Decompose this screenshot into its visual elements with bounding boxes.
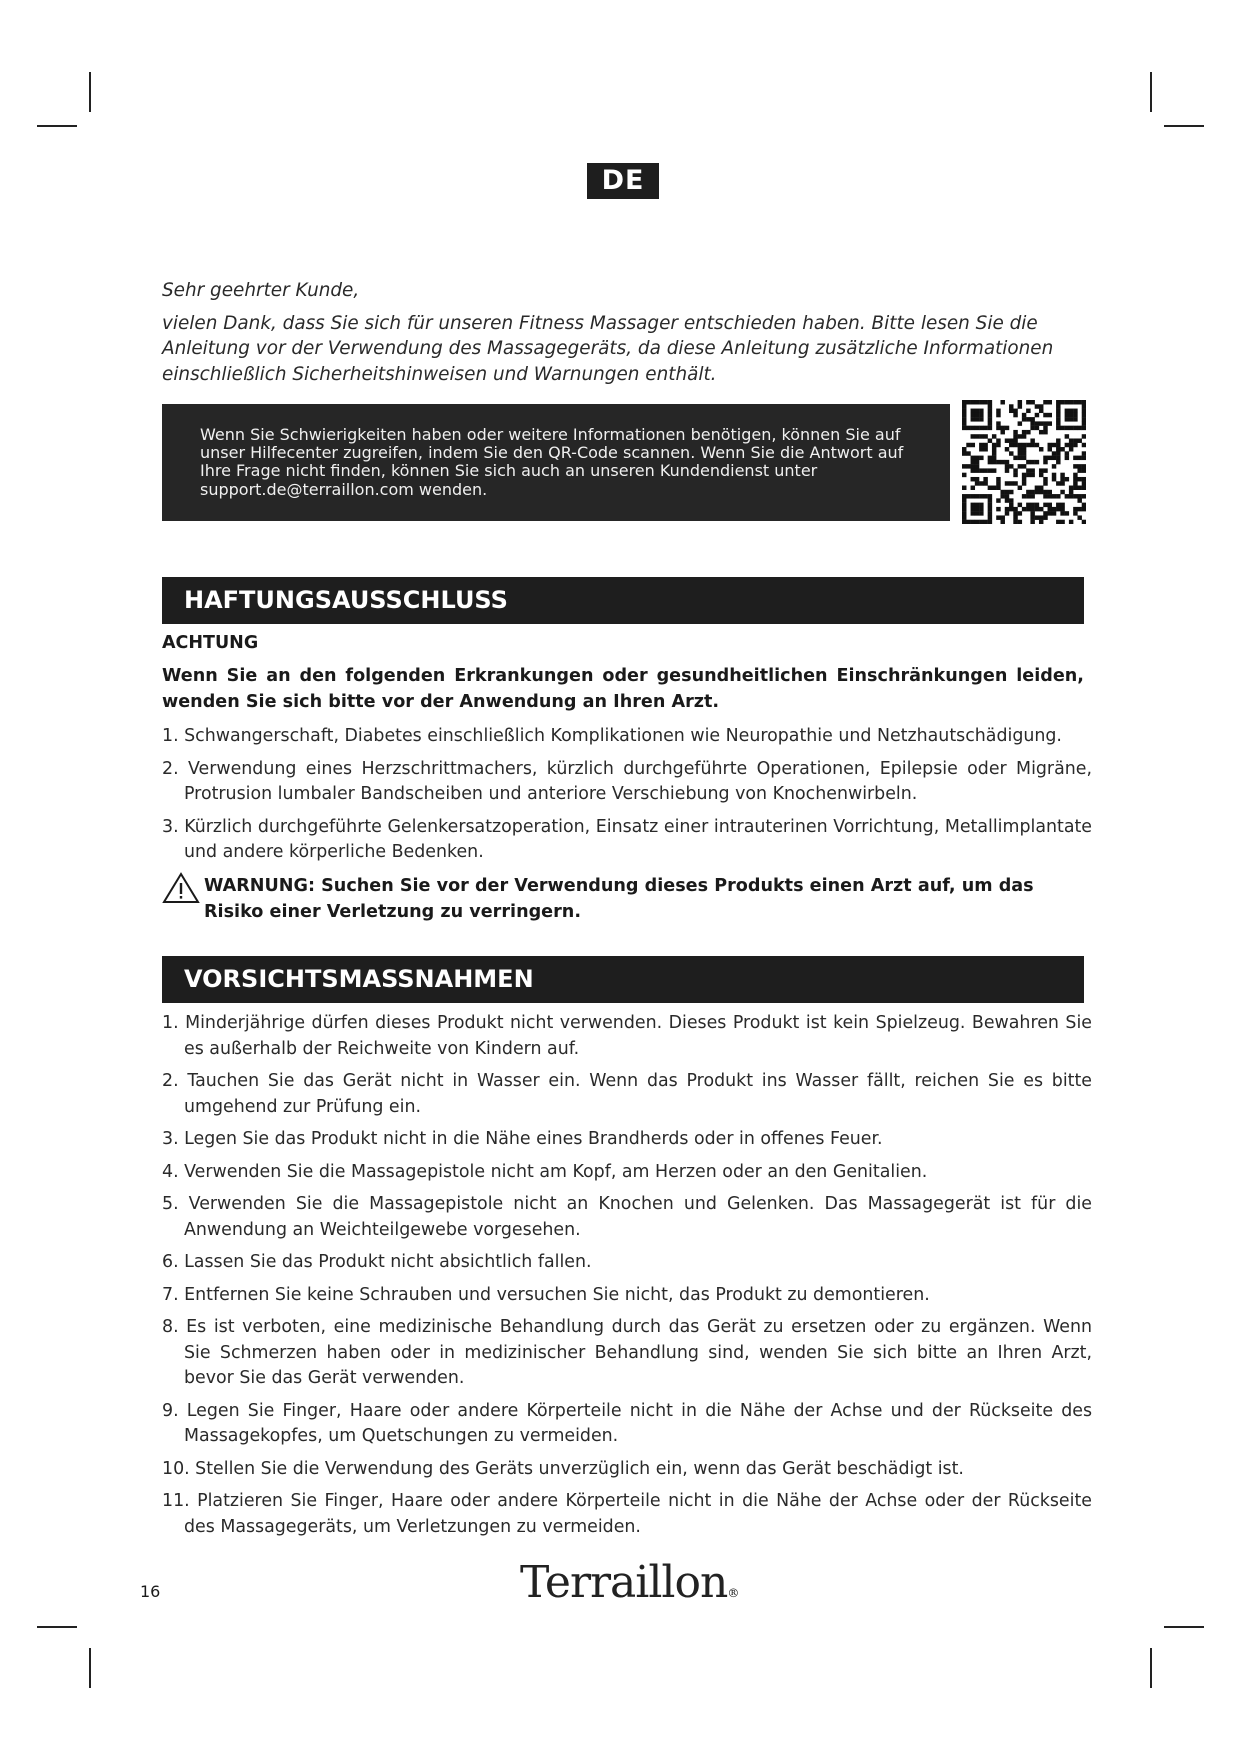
crop-mark	[1150, 1648, 1152, 1688]
list-item: 7. Entfernen Sie keine Schrauben und versuchen Sie nicht, das Produkt zu demontieren.	[162, 1284, 930, 1305]
crop-mark	[1164, 1626, 1204, 1628]
crop-mark	[1150, 72, 1152, 112]
help-box	[162, 404, 950, 521]
crop-mark	[37, 1626, 77, 1628]
precautions-list	[162, 1011, 1092, 1547]
registered-mark: ®	[727, 1586, 739, 1600]
section-heading-disclaimer: HAFTUNGSAUSSCHLUSS	[162, 577, 1084, 624]
warning-notice	[162, 874, 1092, 925]
qr-code-icon	[962, 400, 1086, 524]
list-item: 4. Verwenden Sie die Massagepistole nicht am Kopf, am Herzen oder an den Genitalien.	[162, 1161, 928, 1182]
brand-logo	[520, 1557, 739, 1608]
list-item: 1. Minderjährige dürfen dieses Produkt nicht verwenden. Dieses Produkt ist kein Spielzeug. Bewahren Sie es außerhalb der Reichweite von Kindern auf.	[162, 1013, 1092, 1059]
list-item: 11. Platzieren Sie Finger, Haare oder andere Körperteile nicht in die Nähe der Achse oder der Rückseite des Massagegeräts, um Verletzungen zu vermeiden.	[162, 1491, 1092, 1537]
language-badge: DE	[587, 163, 659, 199]
list-item: 10. Stellen Sie die Verwendung des Geräts unverzüglich ein, wenn das Gerät beschädigt ist.	[162, 1458, 964, 1479]
crop-mark	[37, 125, 77, 127]
list-item: 6. Lassen Sie das Produkt nicht absichtlich fallen.	[162, 1252, 592, 1272]
warning-triangle-icon	[162, 872, 200, 904]
crop-mark	[89, 72, 91, 112]
intro-paragraph: vielen Dank, dass Sie sich für unseren Fitness Massager entschieden haben. Bitte lesen Sie die Anleitung vor der Verwendung des Massagegeräts, da diese Anleitung zusätzliche Informationen einschließlich Sicherheitshinweisen und Warnungen enthält.	[162, 312, 1054, 385]
help-text: Wenn Sie Schwierigkeiten haben oder weitere Informationen benötigen, können Sie auf unser Hilfecenter zugreifen, indem Sie den QR-Code scannen. Wenn Sie die Antwort auf Ihre Frage nicht finden, können Sie sich auch an unseren Kundendienst unter support.de@terraillon.com wenden.	[200, 425, 904, 499]
list-item: 1. Schwangerschaft, Diabetes einschließlich Komplikationen wie Neuropathie und Netzhautschädigung.	[162, 726, 1062, 746]
crop-mark	[89, 1648, 91, 1688]
attention-label: ACHTUNG	[162, 633, 259, 653]
list-item: 2. Tauchen Sie das Gerät nicht in Wasser ein. Wenn das Produkt ins Wasser fällt, reichen Sie es bitte umgehend zur Prüfung ein.	[162, 1071, 1092, 1117]
list-item: 3. Kürzlich durchgeführte Gelenkersatzoperation, Einsatz einer intrauterinen Vorrichtung, Metallimplantate und andere körperliche Bedenken.	[162, 816, 1092, 862]
intro-text	[162, 278, 1082, 387]
brand-name: Terraillon	[520, 1557, 728, 1608]
crop-mark	[1164, 125, 1204, 127]
list-item: 8. Es ist verboten, eine medizinische Behandlung durch das Gerät zu ersetzen oder zu ergänzen. Wenn Sie Schmerzen haben oder in medizinischer Behandlung sind, wenden Sie sich bitte an Ihren Arzt, bevor Sie das Gerät verwenden.	[162, 1317, 1092, 1388]
warning-text: WARNUNG: Suchen Sie vor der Verwendung dieses Produkts einen Arzt auf, um das Risiko einer Verletzung zu verringern.	[204, 876, 1034, 922]
disclaimer-intro: Wenn Sie an den folgenden Erkrankungen oder gesundheitlichen Einschränkungen leiden, wenden Sie sich bitte vor der Anwendung an Ihren Arzt.	[162, 666, 1084, 712]
greeting: Sehr geehrter Kunde,	[162, 280, 360, 301]
page-number: 16	[140, 1582, 161, 1601]
list-item: 5. Verwenden Sie die Massagepistole nicht an Knochen und Gelenken. Das Massagegerät ist für die Anwendung an Weichteilgewebe vorgesehen.	[162, 1194, 1092, 1240]
list-item: 9. Legen Sie Finger, Haare oder andere Körperteile nicht in die Nähe der Achse und der Rückseite des Massagekopfes, um Quetschungen zu vermeiden.	[162, 1400, 1092, 1446]
list-item: 2. Verwendung eines Herzschrittmachers, kürzlich durchgeführte Operationen, Epilepsie oder Migräne, Protrusion lumbaler Bandscheiben und anteriore Verschiebung von Knochenwirbeln.	[162, 758, 1092, 804]
section-heading-precautions: VORSICHTSMASSNAHMEN	[162, 956, 1084, 1003]
disclaimer-list	[162, 724, 1092, 873]
list-item: 3. Legen Sie das Produkt nicht in die Nähe eines Brandherds oder in offenes Feuer.	[162, 1129, 883, 1149]
